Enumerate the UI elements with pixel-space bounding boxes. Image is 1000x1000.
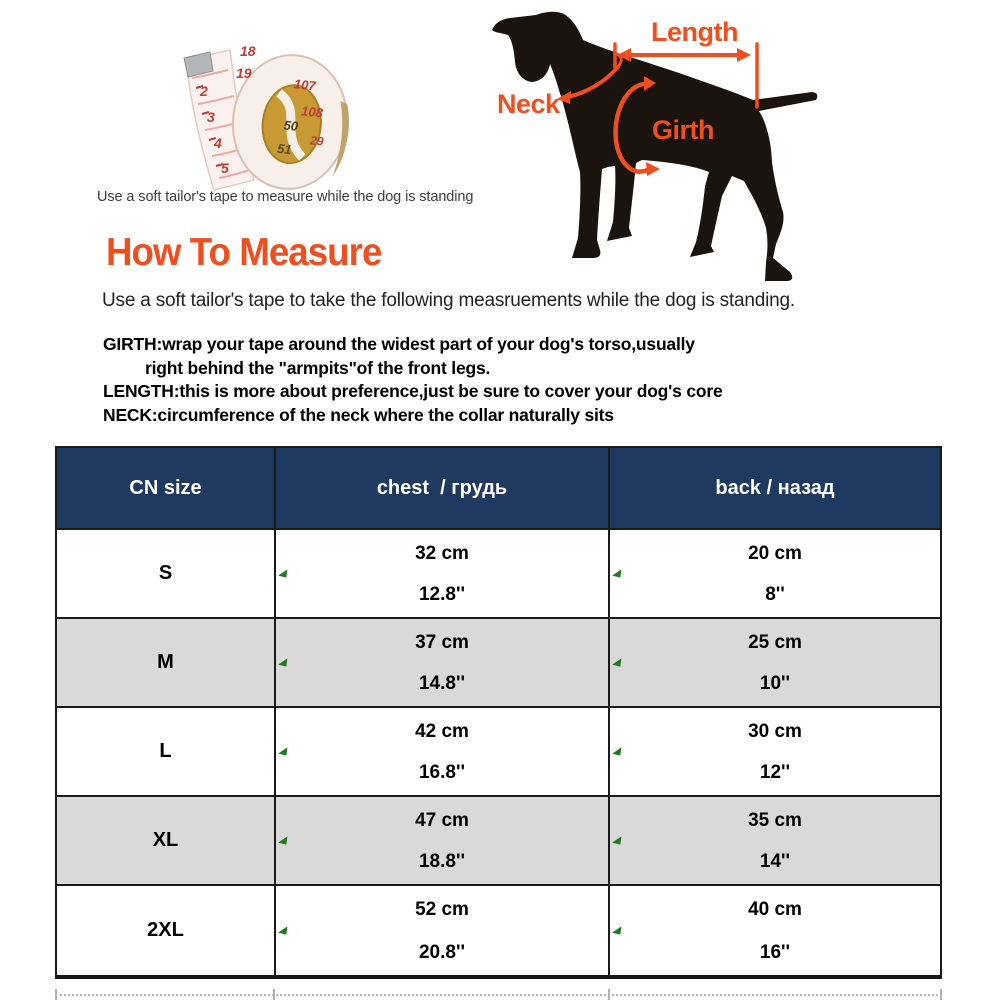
size-cell: M <box>57 619 276 708</box>
page-title: How To Measure <box>106 231 382 274</box>
neck-label: Neck <box>497 89 560 119</box>
chest-in: 12.8'' <box>418 584 465 605</box>
header-size: CN size <box>57 448 276 530</box>
table-row <box>57 530 940 619</box>
instruction-block <box>103 333 963 427</box>
chest-cm: 47 cm <box>415 810 469 831</box>
chest-cell <box>276 886 610 975</box>
ghost-column-stub <box>273 989 275 1000</box>
table-header-row <box>57 448 940 530</box>
length-instruction: LENGTH:this is more about preference,just be sure to cover your dog's core <box>103 381 723 401</box>
back-cell <box>610 886 940 975</box>
green-marker-icon <box>277 747 288 756</box>
size-cell: 2XL <box>57 886 276 975</box>
back-in: 16'' <box>759 942 791 963</box>
table-row <box>57 797 940 886</box>
tape-number: 108 <box>300 103 324 121</box>
tape-number: 2 <box>200 83 208 99</box>
table-row <box>57 619 940 708</box>
chest-cm: 37 cm <box>415 632 469 653</box>
ghost-column-stub <box>608 989 610 1000</box>
green-marker-icon <box>277 926 288 935</box>
green-marker-icon <box>277 836 288 845</box>
back-cell <box>610 708 940 797</box>
chest-cm: 32 cm <box>415 543 469 564</box>
chest-cm: 42 cm <box>415 721 469 742</box>
tape-number: 107 <box>293 76 317 94</box>
back-in: 8'' <box>765 584 785 605</box>
green-marker-icon <box>611 658 622 667</box>
neck-instruction: NECK:circumference of the neck where the collar naturally sits <box>103 404 614 425</box>
intro-text: Use a soft tailor's tape to take the following measruements while the dog is standing. <box>102 290 795 311</box>
dog-measurement-diagram <box>460 0 1000 300</box>
chest-in: 20.8'' <box>418 942 465 963</box>
chest-cell <box>276 619 610 708</box>
table-row <box>57 708 940 797</box>
green-marker-icon <box>611 926 622 935</box>
length-arrowhead-right <box>737 48 751 62</box>
green-marker-icon <box>277 658 288 667</box>
girth-instruction-line2: right behind the "armpits"of the front legs. <box>145 357 491 378</box>
green-marker-icon <box>277 569 288 578</box>
chest-cell <box>276 797 610 886</box>
back-cm: 40 cm <box>748 899 802 920</box>
chest-in: 16.8'' <box>418 762 465 783</box>
girth-label: Girth <box>652 115 714 145</box>
back-cell <box>610 619 940 708</box>
tape-caption: Use a soft tailor's tape to measure while the dog is standing <box>97 189 474 205</box>
header-back: back / назад <box>610 448 940 530</box>
back-cell <box>610 797 940 886</box>
tape-number: 3 <box>207 109 215 125</box>
chest-cell <box>276 530 610 619</box>
back-cell <box>610 530 940 619</box>
size-cell: S <box>57 530 276 619</box>
chest-in: 18.8'' <box>418 851 465 872</box>
dog-silhouette <box>492 12 817 281</box>
back-cm: 30 cm <box>748 721 802 742</box>
tape-number: 18 <box>240 43 256 59</box>
ghost-column-stub <box>940 989 942 1000</box>
size-cell: XL <box>57 797 276 886</box>
back-cm: 20 cm <box>748 543 802 564</box>
back-in: 14'' <box>759 851 791 872</box>
tape-number: 4 <box>214 135 222 151</box>
back-in: 12'' <box>759 762 791 783</box>
header-chest: chest / грудь <box>276 448 610 530</box>
ghost-row-line <box>55 994 942 996</box>
chest-in: 14.8'' <box>418 673 465 694</box>
girth-arrowhead-bottom <box>646 162 660 176</box>
back-in: 10'' <box>759 673 791 694</box>
chest-cm: 52 cm <box>415 899 469 920</box>
tape-number: 19 <box>236 65 252 81</box>
green-marker-icon <box>611 569 622 578</box>
green-marker-icon <box>611 836 622 845</box>
table-row <box>57 886 940 975</box>
back-cm: 25 cm <box>748 632 802 653</box>
tape-number: 51 <box>276 140 293 158</box>
size-table <box>55 446 942 979</box>
chest-cell <box>276 708 610 797</box>
ghost-column-stub <box>55 989 57 1000</box>
girth-instruction-line1: GIRTH:wrap your tape around the widest part of your dog's torso,usually <box>103 334 695 354</box>
size-cell: L <box>57 708 276 797</box>
tape-measure-illustration <box>140 38 365 203</box>
tape-number: 5 <box>221 160 229 176</box>
tape-number: 50 <box>282 117 299 134</box>
tape-number: 29 <box>309 133 325 149</box>
green-marker-icon <box>611 747 622 756</box>
back-cm: 35 cm <box>748 810 802 831</box>
length-label: Length <box>651 17 738 47</box>
